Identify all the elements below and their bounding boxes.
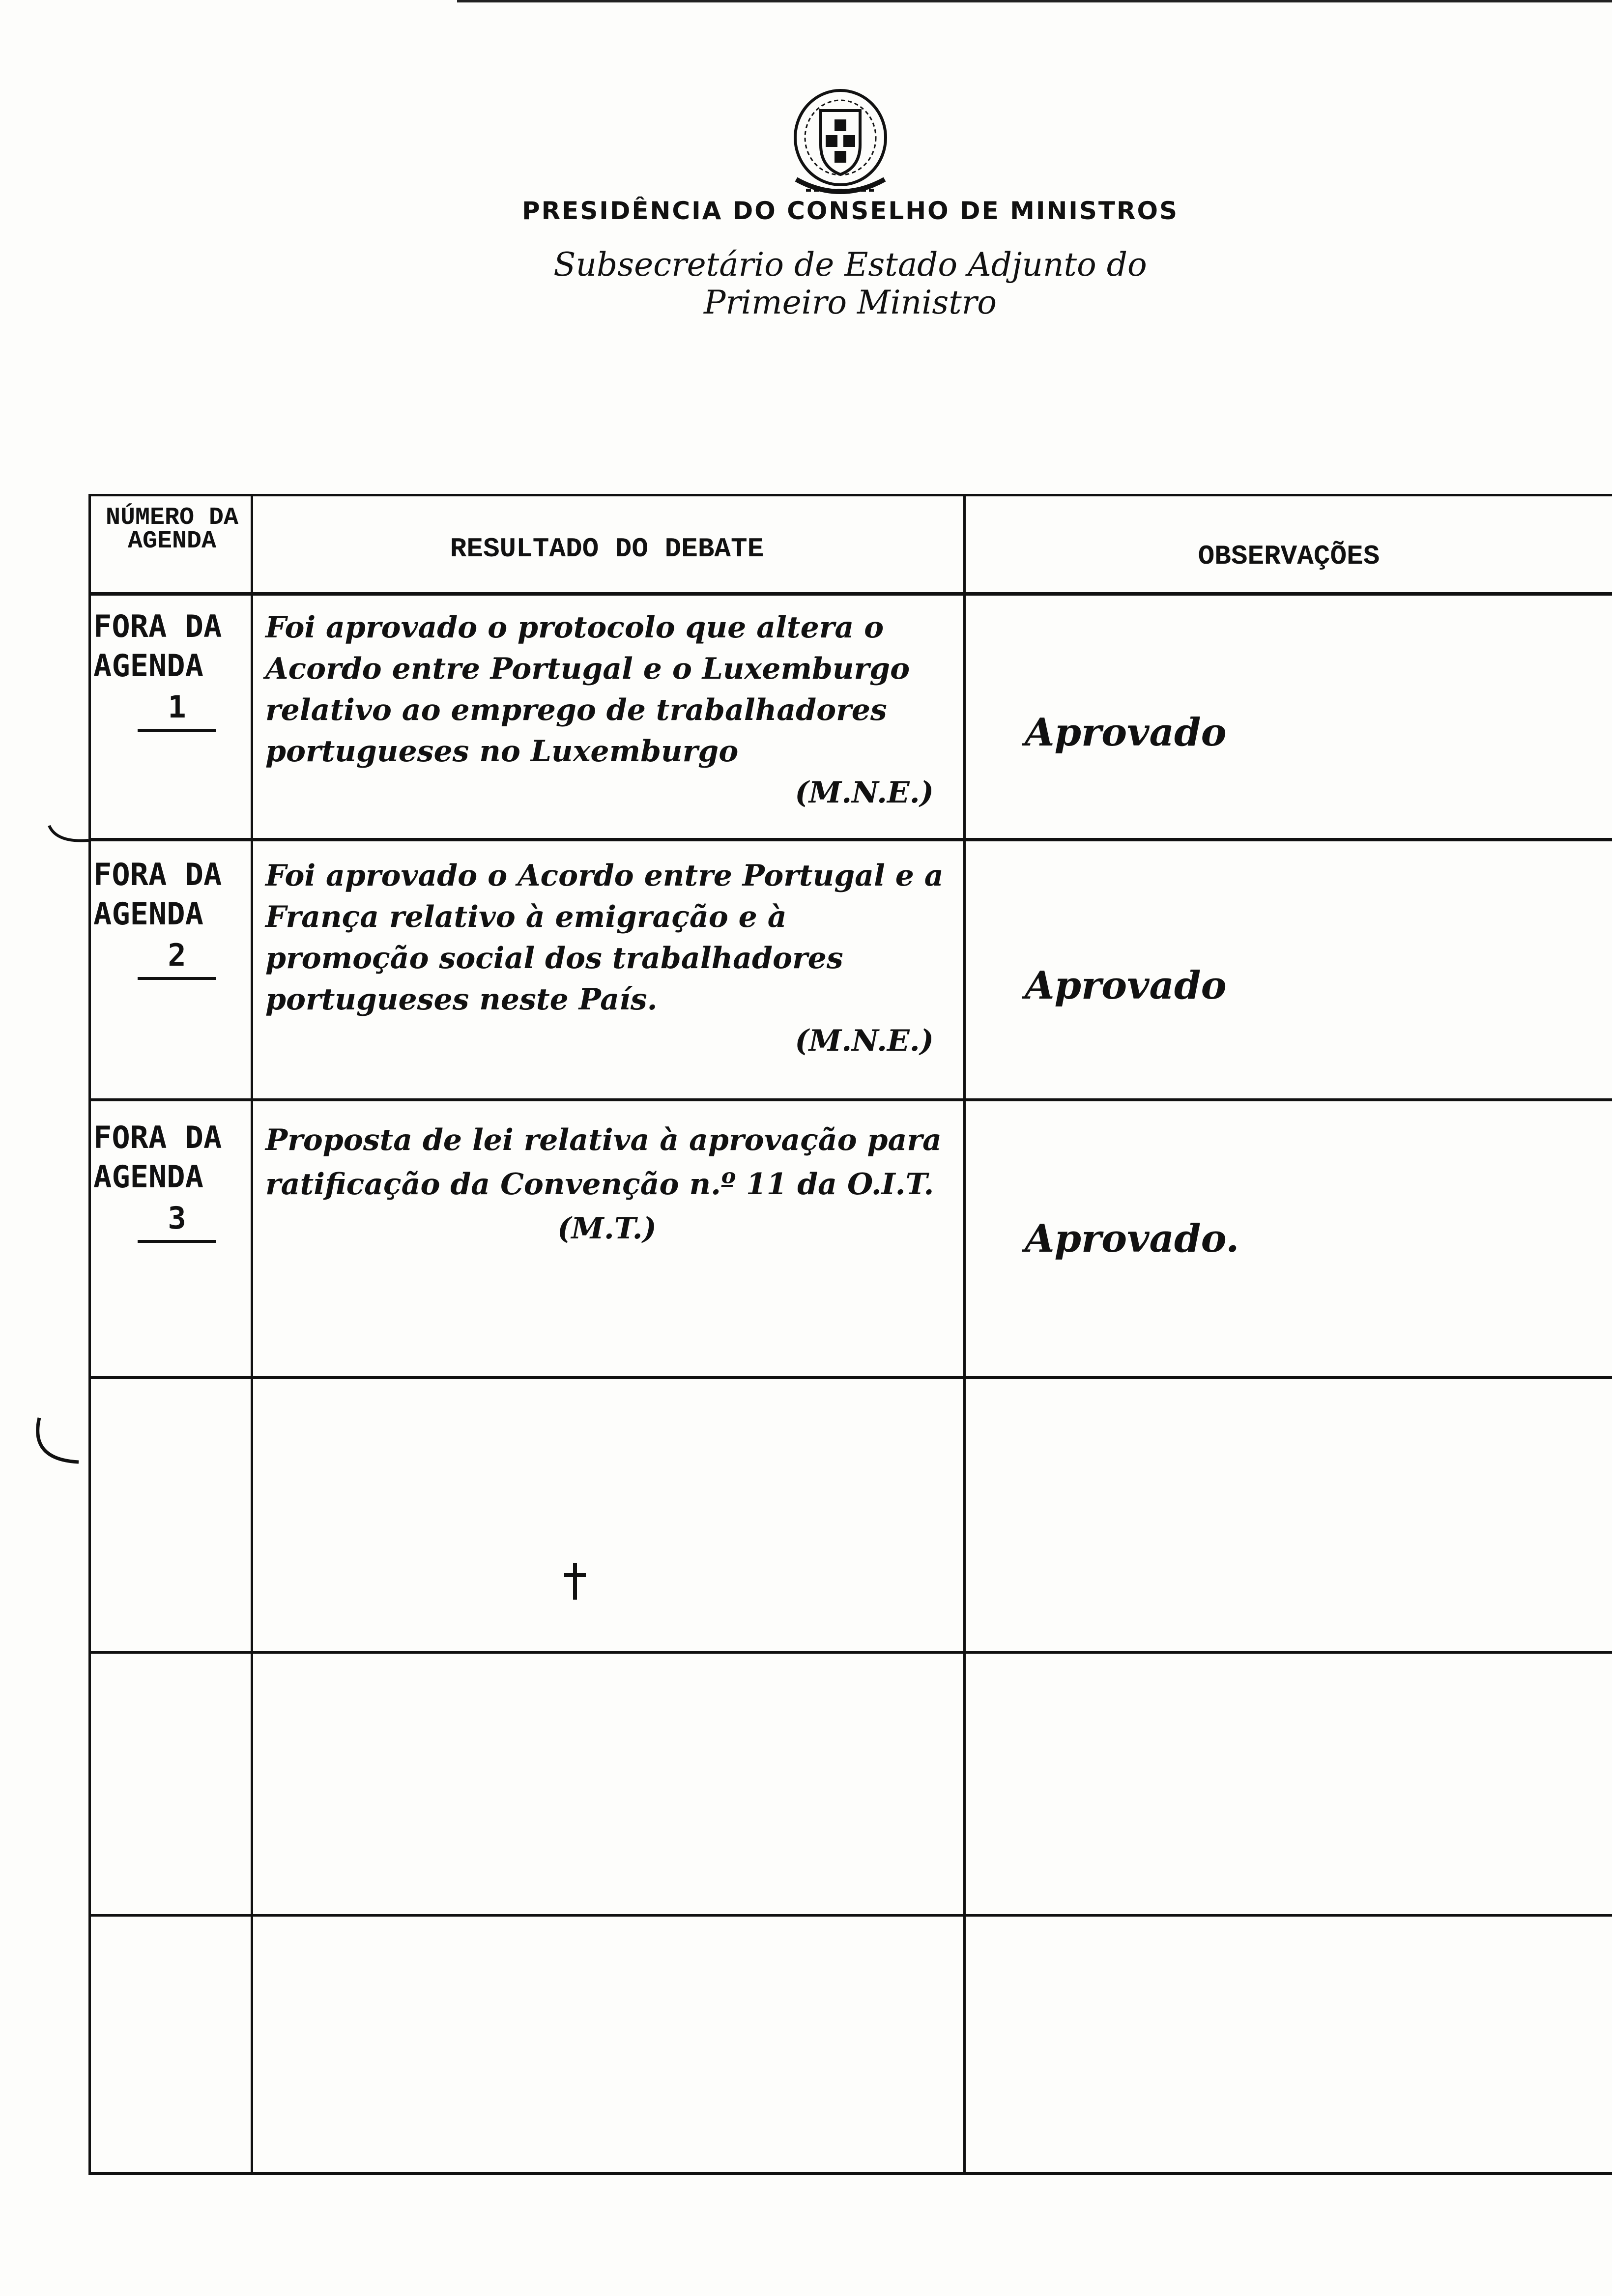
row-divider xyxy=(88,1376,1612,1379)
agenda-cell xyxy=(93,855,256,980)
department-subtitle: Subsecretário de Estado Adjunto do Primeiro Ministro xyxy=(553,246,1147,321)
result-text: Proposta de lei relativa à aprovação para ratificação da Convenção n.º 11 da O.I.T. xyxy=(265,1123,942,1202)
agenda-label: FORA DA AGENDA xyxy=(93,1119,222,1195)
row-divider xyxy=(88,838,1612,841)
column-header-number: NÚMERO DA AGENDA xyxy=(105,504,239,555)
header-divider xyxy=(88,592,1612,596)
agenda-cell xyxy=(93,1118,256,1243)
agenda-cell xyxy=(93,607,256,732)
coat-of-arms-seal xyxy=(781,81,899,204)
institution-title: PRESIDÊNCIA DO CONSELHO DE MINISTROS xyxy=(521,197,1179,225)
agenda-number: 3 xyxy=(138,1197,216,1243)
result-cell xyxy=(265,607,949,813)
table-left-border xyxy=(88,494,91,2175)
result-text: Foi aprovado o Acordo entre Portugal e a França relativo à emigração e à promoção social dos trabalhadores portugueses neste País. xyxy=(265,859,944,1017)
column-header-observations: OBSERVAÇÕES xyxy=(1198,541,1380,572)
result-text: Foi aprovado o protocolo que altera o Acordo entre Portugal e o Luxemburgo relativo ao emprego de trabalhadores portugueses no Luxemburgo xyxy=(265,610,910,769)
row-divider xyxy=(88,1098,1612,1101)
result-cell xyxy=(265,1118,949,1251)
table-bottom-border xyxy=(88,2172,1612,2175)
agenda-number: 2 xyxy=(138,934,216,980)
agenda-label: FORA DA AGENDA xyxy=(93,857,222,932)
row-divider xyxy=(88,1651,1612,1654)
agenda-label: FORA DA AGENDA xyxy=(93,608,222,684)
agenda-number: 1 xyxy=(138,686,216,732)
ink-blot xyxy=(560,1560,590,1605)
table-top-border xyxy=(88,494,1612,496)
observation-cell: Aprovado. xyxy=(1025,1216,1239,1261)
observation-cell: Aprovado xyxy=(1025,710,1227,755)
result-reference: (M.N.E.) xyxy=(795,775,934,810)
column-header-result: RESULTADO DO DEBATE xyxy=(450,533,764,565)
observation-cell: Aprovado xyxy=(1025,963,1227,1008)
result-reference: (M.N.E.) xyxy=(795,1024,934,1058)
row-divider xyxy=(88,1914,1612,1917)
margin-bracket-mark xyxy=(29,1415,84,1474)
result-cell xyxy=(265,855,949,1062)
column-divider xyxy=(251,494,253,2175)
result-reference: (M.T.) xyxy=(557,1211,657,1246)
top-rule xyxy=(457,0,1612,2)
margin-bracket-mark xyxy=(47,821,91,850)
minutes-table xyxy=(88,494,1612,2177)
